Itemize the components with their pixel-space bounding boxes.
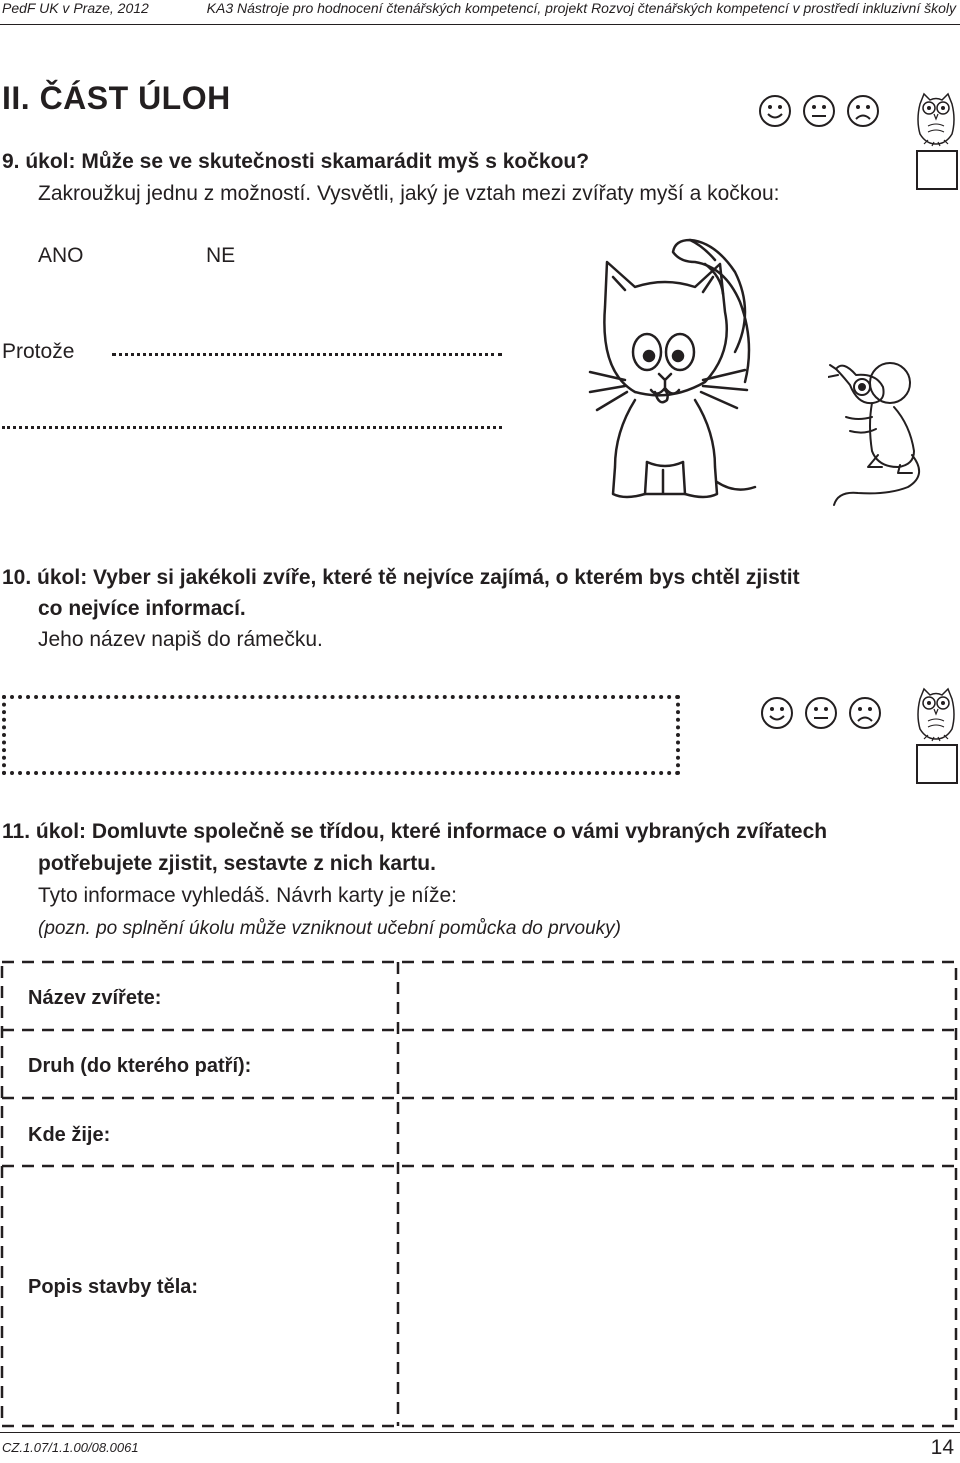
smiley-neutral-icon[interactable] <box>804 696 838 730</box>
self-assessment-box-10[interactable] <box>916 744 958 784</box>
task9-instruction: Zakroužkuj jednu z možností. Vysvětli, jaký je vztah mezi zvířaty myší a kočkou: <box>38 182 780 205</box>
task11-instruction: Tyto informace vyhledáš. Návrh karty je níže: <box>38 884 458 907</box>
self-assessment-box-9[interactable] <box>916 150 958 190</box>
card-label-kind: Druh (do kterého patří): <box>28 1055 252 1077</box>
card-label-name: Název zvířete: <box>28 987 162 1009</box>
card-field-habitat[interactable] <box>400 1100 954 1164</box>
option-no[interactable]: NE <box>206 244 236 267</box>
smiley-happy-icon[interactable] <box>758 94 792 128</box>
owl-icon <box>914 90 958 150</box>
smiley-sad-icon[interactable] <box>846 94 880 128</box>
evaluation-smileys-10 <box>760 696 900 736</box>
task10-title-line1: 10. úkol: Vyber si jakékoli zvíře, které tě nejvíce zajímá, o kterém bys chtěl zjistit <box>2 566 800 589</box>
mouse-illustration <box>828 355 928 515</box>
task11-title-line1: 11. úkol: Domluvte společně se třídou, které informace o vámi vybraných zvířatech <box>2 820 828 843</box>
owl-icon <box>914 685 958 745</box>
footer-code: CZ.1.07/1.1.00/08.0061 <box>2 1440 139 1455</box>
card-field-kind[interactable] <box>400 1032 954 1096</box>
evaluation-smileys <box>758 94 898 134</box>
card-field-body[interactable] <box>400 1168 954 1424</box>
animal-name-box[interactable] <box>2 695 680 775</box>
smiley-happy-icon[interactable] <box>760 696 794 730</box>
header-project: KA3 Nástroje pro hodnocení čtenářských kompetencí, projekt Rozvoj čtenářských kompetencí v prostředí inkluzivní školy <box>206 0 956 16</box>
task11-note: (pozn. po splnění úkolu může vzniknout učební pomůcka do prvouky) <box>38 918 621 939</box>
part-title: II. ČÁST ÚLOH <box>2 80 231 116</box>
because-label: Protože <box>2 340 75 363</box>
task10-instruction: Jeho název napiš do rámečku. <box>38 628 323 651</box>
answer-line-2[interactable] <box>2 426 502 429</box>
card-label-body: Popis stavby těla: <box>28 1276 199 1298</box>
smiley-neutral-icon[interactable] <box>802 94 836 128</box>
card-field-name[interactable] <box>400 964 954 1028</box>
task11-title-line2: potřebujete zjistit, sestavte z nich kartu. <box>38 852 436 875</box>
smiley-sad-icon[interactable] <box>848 696 882 730</box>
header-school: PedF UK v Praze, 2012 <box>2 0 149 16</box>
footer-divider <box>0 1432 960 1433</box>
header-divider <box>0 24 960 25</box>
option-yes[interactable]: ANO <box>38 244 84 267</box>
answer-line-1[interactable] <box>112 353 502 356</box>
cat-illustration <box>585 232 795 512</box>
page-number: 14 <box>930 1436 954 1459</box>
task10-title-line2: co nejvíce informací. <box>38 597 246 620</box>
task9-title: 9. úkol: Může se ve skutečnosti skamarádit myš s kočkou? <box>2 150 590 173</box>
card-label-habitat: Kde žije: <box>28 1124 111 1146</box>
